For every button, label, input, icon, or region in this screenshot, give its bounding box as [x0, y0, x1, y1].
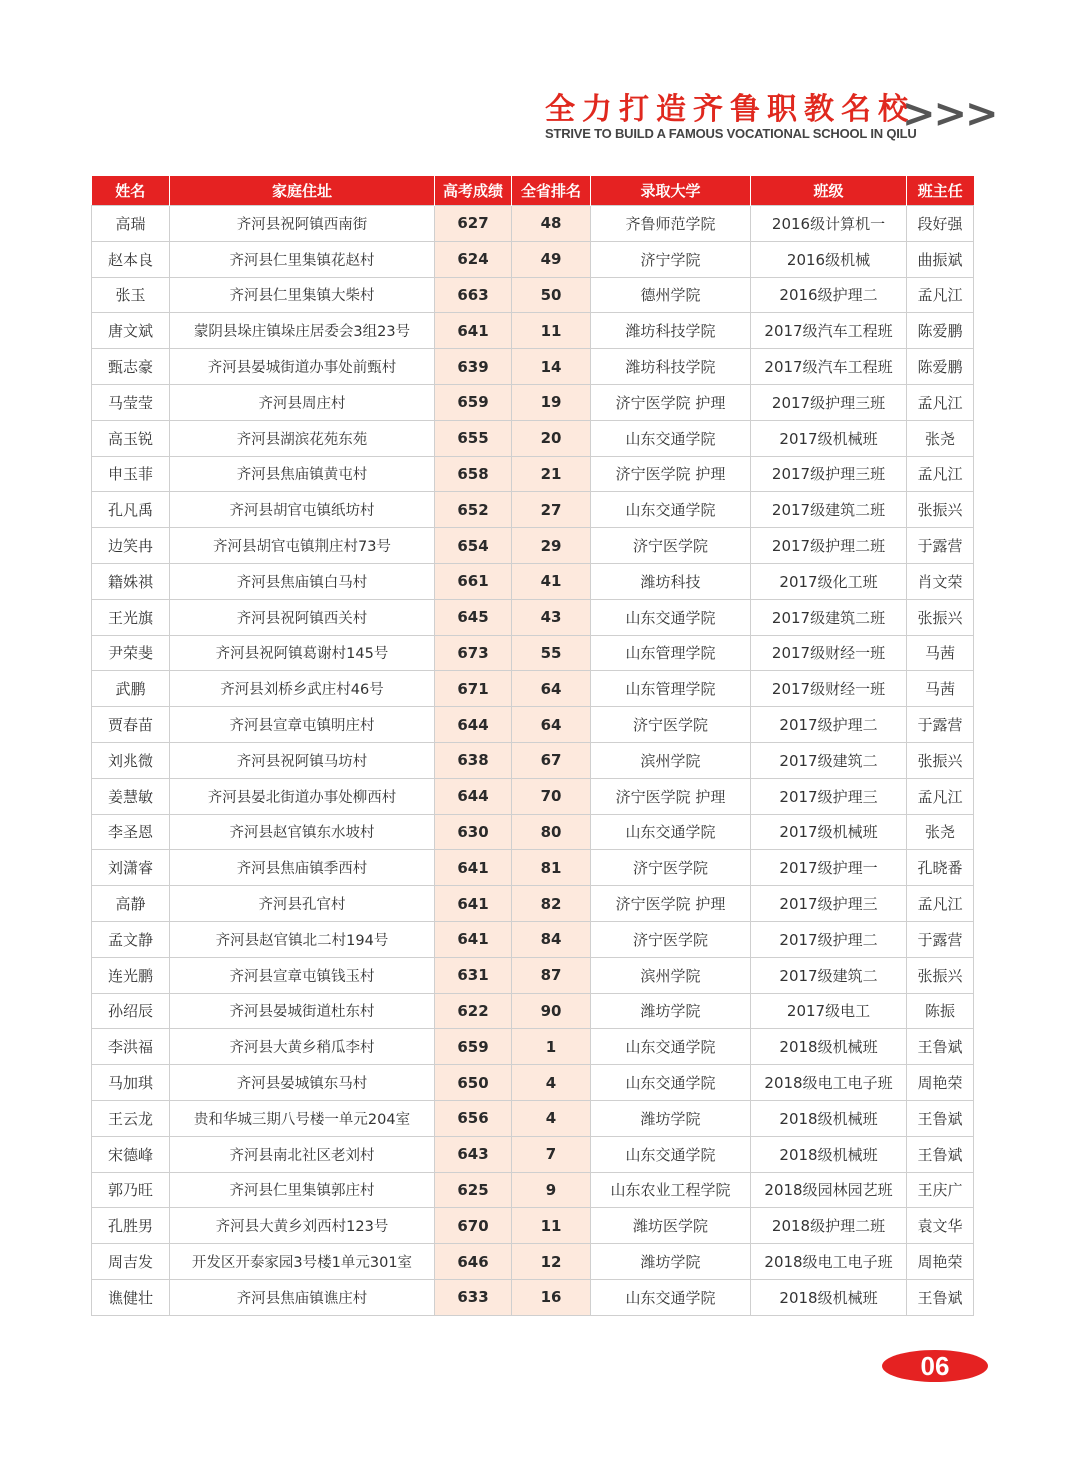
- cell-name: 申玉菲: [92, 456, 170, 492]
- cell-name: 唐文斌: [92, 313, 170, 349]
- cell-address: 齐河县大黄乡稍瓜李村: [170, 1029, 435, 1065]
- cell-address: 开发区开泰家园3号楼1单元301室: [170, 1244, 435, 1280]
- table-row: [92, 742, 974, 778]
- cell-class: 2017级护理三班: [751, 384, 907, 420]
- cell-class: 2017级机械班: [751, 420, 907, 456]
- column-header-name: 姓名: [92, 176, 170, 206]
- cell-class: 2016级护理二: [751, 277, 907, 313]
- cell-address: 齐河县焦庙镇白马村: [170, 563, 435, 599]
- cell-address: 贵和华城三期八号楼一单元204室: [170, 1100, 435, 1136]
- cell-class: 2017级机械班: [751, 814, 907, 850]
- cell-university: 山东交通学院: [591, 814, 751, 850]
- cell-score: 655: [435, 420, 512, 456]
- cell-teacher: 段好强: [907, 206, 974, 242]
- cell-rank: 84: [512, 921, 591, 957]
- cell-address: 齐河县仁里集镇大柴村: [170, 277, 435, 313]
- chevrons-icon: >>>: [902, 91, 997, 137]
- cell-score: 645: [435, 599, 512, 635]
- cell-university: 山东管理学院: [591, 635, 751, 671]
- cell-score: 638: [435, 742, 512, 778]
- cell-score: 661: [435, 563, 512, 599]
- cell-university: 山东交通学院: [591, 1029, 751, 1065]
- cell-address: 齐河县祝阿镇西南街: [170, 206, 435, 242]
- cell-name: 宋德峰: [92, 1136, 170, 1172]
- cell-rank: 21: [512, 456, 591, 492]
- cell-address: 齐河县胡官屯镇纸坊村: [170, 492, 435, 528]
- cell-name: 王光旗: [92, 599, 170, 635]
- cell-address: 齐河县祝阿镇葛谢村145号: [170, 635, 435, 671]
- cell-rank: 70: [512, 778, 591, 814]
- cell-name: 刘潇睿: [92, 850, 170, 886]
- cell-address: 齐河县孔官村: [170, 886, 435, 922]
- table-row: [92, 850, 974, 886]
- cell-class: 2016级计算机一: [751, 206, 907, 242]
- cell-rank: 14: [512, 349, 591, 385]
- cell-class: 2017级护理三班: [751, 456, 907, 492]
- cell-teacher: 曲振斌: [907, 241, 974, 277]
- cell-score: 633: [435, 1279, 512, 1315]
- cell-class: 2017级财经一班: [751, 671, 907, 707]
- cell-rank: 16: [512, 1279, 591, 1315]
- cell-class: 2017级护理二: [751, 921, 907, 957]
- cell-teacher: 王鲁斌: [907, 1029, 974, 1065]
- cell-university: 济宁医学院: [591, 528, 751, 564]
- cell-score: 627: [435, 206, 512, 242]
- cell-score: 624: [435, 241, 512, 277]
- cell-name: 张玉: [92, 277, 170, 313]
- cell-name: 尹荣斐: [92, 635, 170, 671]
- cell-university: 德州学院: [591, 277, 751, 313]
- cell-score: 630: [435, 814, 512, 850]
- cell-class: 2017级建筑二班: [751, 599, 907, 635]
- cell-score: 654: [435, 528, 512, 564]
- cell-class: 2018级机械班: [751, 1136, 907, 1172]
- cell-name: 贾春苗: [92, 707, 170, 743]
- cell-teacher: 马茜: [907, 671, 974, 707]
- cell-teacher: 孟凡江: [907, 778, 974, 814]
- cell-class: 2016级机械: [751, 241, 907, 277]
- cell-university: 济宁医学院: [591, 921, 751, 957]
- cell-address: 齐河县晏城街道杜东村: [170, 993, 435, 1029]
- cell-rank: 29: [512, 528, 591, 564]
- cell-university: 潍坊医学院: [591, 1208, 751, 1244]
- cell-class: 2017级汽车工程班: [751, 349, 907, 385]
- cell-rank: 48: [512, 206, 591, 242]
- cell-rank: 4: [512, 1065, 591, 1101]
- cell-name: 高静: [92, 886, 170, 922]
- table-row: [92, 921, 974, 957]
- cell-university: 潍坊科技学院: [591, 349, 751, 385]
- cell-teacher: 马茜: [907, 635, 974, 671]
- cell-teacher: 张振兴: [907, 492, 974, 528]
- table-row: [92, 778, 974, 814]
- table-row: [92, 206, 974, 242]
- table-row: [92, 1136, 974, 1172]
- cell-university: 山东交通学院: [591, 492, 751, 528]
- cell-address: 齐河县胡官屯镇荆庄村73号: [170, 528, 435, 564]
- cell-teacher: 孟凡江: [907, 886, 974, 922]
- table-row: [92, 1279, 974, 1315]
- cell-score: 643: [435, 1136, 512, 1172]
- cell-name: 谯健壮: [92, 1279, 170, 1315]
- cell-class: 2017级财经一班: [751, 635, 907, 671]
- cell-address: 齐河县祝阿镇马坊村: [170, 742, 435, 778]
- cell-class: 2017级护理一: [751, 850, 907, 886]
- cell-score: 650: [435, 1065, 512, 1101]
- cell-university: 山东交通学院: [591, 1279, 751, 1315]
- cell-score: 641: [435, 850, 512, 886]
- table-row: [92, 420, 974, 456]
- cell-teacher: 陈振: [907, 993, 974, 1029]
- cell-name: 周吉发: [92, 1244, 170, 1280]
- column-header-score: 高考成绩: [435, 176, 512, 206]
- cell-teacher: 王庆广: [907, 1172, 974, 1208]
- cell-class: 2018级护理二班: [751, 1208, 907, 1244]
- cell-name: 赵本良: [92, 241, 170, 277]
- cell-score: 625: [435, 1172, 512, 1208]
- cell-score: 659: [435, 384, 512, 420]
- cell-name: 李洪福: [92, 1029, 170, 1065]
- cell-score: 641: [435, 886, 512, 922]
- cell-score: 671: [435, 671, 512, 707]
- cell-name: 边笑冉: [92, 528, 170, 564]
- cell-name: 孟文静: [92, 921, 170, 957]
- cell-teacher: 于露营: [907, 921, 974, 957]
- cell-rank: 81: [512, 850, 591, 886]
- cell-score: 622: [435, 993, 512, 1029]
- cell-university: 山东交通学院: [591, 1136, 751, 1172]
- cell-name: 王云龙: [92, 1100, 170, 1136]
- cell-name: 马莹莹: [92, 384, 170, 420]
- cell-teacher: 陈爱鹏: [907, 313, 974, 349]
- page-number-badge: 06: [882, 1350, 988, 1382]
- cell-teacher: 于露营: [907, 707, 974, 743]
- cell-rank: 64: [512, 671, 591, 707]
- table-row: [92, 313, 974, 349]
- cell-teacher: 肖文荣: [907, 563, 974, 599]
- cell-rank: 9: [512, 1172, 591, 1208]
- column-header-rank: 全省排名: [512, 176, 591, 206]
- table-row: [92, 957, 974, 993]
- cell-class: 2017级建筑二班: [751, 492, 907, 528]
- cell-teacher: 孟凡江: [907, 384, 974, 420]
- table-row: [92, 1172, 974, 1208]
- cell-teacher: 孟凡江: [907, 277, 974, 313]
- cell-score: 641: [435, 921, 512, 957]
- cell-rank: 4: [512, 1100, 591, 1136]
- cell-name: 马加琪: [92, 1065, 170, 1101]
- cell-score: 659: [435, 1029, 512, 1065]
- cell-address: 齐河县宣章屯镇明庄村: [170, 707, 435, 743]
- cell-university: 潍坊科技学院: [591, 313, 751, 349]
- cell-class: 2017级汽车工程班: [751, 313, 907, 349]
- cell-rank: 50: [512, 277, 591, 313]
- cell-university: 济宁医学院 护理: [591, 778, 751, 814]
- cell-rank: 12: [512, 1244, 591, 1280]
- cell-rank: 67: [512, 742, 591, 778]
- cell-score: 656: [435, 1100, 512, 1136]
- cell-address: 齐河县赵官镇东水坡村: [170, 814, 435, 850]
- cell-address: 齐河县南北社区老刘村: [170, 1136, 435, 1172]
- cell-class: 2017级电工: [751, 993, 907, 1029]
- cell-address: 齐河县晏北街道办事处柳西村: [170, 778, 435, 814]
- table-header-row: [92, 176, 974, 206]
- cell-teacher: 于露营: [907, 528, 974, 564]
- cell-university: 济宁医学院: [591, 707, 751, 743]
- cell-name: 高玉锐: [92, 420, 170, 456]
- cell-address: 蒙阴县垛庄镇垛庄居委会3组23号: [170, 313, 435, 349]
- cell-score: 652: [435, 492, 512, 528]
- cell-score: 663: [435, 277, 512, 313]
- cell-name: 孔胜男: [92, 1208, 170, 1244]
- cell-address: 齐河县仁里集镇郭庄村: [170, 1172, 435, 1208]
- table-row: [92, 707, 974, 743]
- cell-rank: 87: [512, 957, 591, 993]
- cell-rank: 43: [512, 599, 591, 635]
- cell-teacher: 周艳荣: [907, 1244, 974, 1280]
- cell-score: 644: [435, 707, 512, 743]
- table-row: [92, 599, 974, 635]
- table-row: [92, 814, 974, 850]
- table-row: [92, 349, 974, 385]
- cell-name: 姜慧敏: [92, 778, 170, 814]
- cell-teacher: 周艳荣: [907, 1065, 974, 1101]
- cell-name: 李圣恩: [92, 814, 170, 850]
- cell-name: 籍姝祺: [92, 563, 170, 599]
- column-header-address: 家庭住址: [170, 176, 435, 206]
- cell-teacher: 孟凡江: [907, 456, 974, 492]
- cell-score: 641: [435, 313, 512, 349]
- cell-class: 2018级电工电子班: [751, 1065, 907, 1101]
- header-title-cn: 全力打造齐鲁职教名校: [545, 92, 915, 127]
- cell-name: 连光鹏: [92, 957, 170, 993]
- cell-teacher: 张振兴: [907, 957, 974, 993]
- cell-address: 齐河县仁里集镇花赵村: [170, 241, 435, 277]
- table-row: [92, 886, 974, 922]
- table-row: [92, 635, 974, 671]
- cell-university: 滨州学院: [591, 957, 751, 993]
- cell-university: 济宁学院: [591, 241, 751, 277]
- cell-address: 齐河县祝阿镇西关村: [170, 599, 435, 635]
- cell-class: 2017级建筑二: [751, 957, 907, 993]
- table-row: [92, 1208, 974, 1244]
- cell-score: 631: [435, 957, 512, 993]
- cell-university: 齐鲁师范学院: [591, 206, 751, 242]
- cell-rank: 49: [512, 241, 591, 277]
- header-title-en: STRIVE TO BUILD A FAMOUS VOCATIONAL SCHOOL IN QILU: [545, 126, 917, 141]
- cell-address: 齐河县晏城街道办事处前甄村: [170, 349, 435, 385]
- table-row: [92, 993, 974, 1029]
- cell-class: 2018级机械班: [751, 1100, 907, 1136]
- cell-class: 2017级化工班: [751, 563, 907, 599]
- cell-score: 658: [435, 456, 512, 492]
- cell-teacher: 王鲁斌: [907, 1279, 974, 1315]
- cell-university: 山东农业工程学院: [591, 1172, 751, 1208]
- cell-name: 孔凡禹: [92, 492, 170, 528]
- column-header-class: 班级: [751, 176, 907, 206]
- cell-university: 潍坊学院: [591, 1244, 751, 1280]
- cell-rank: 41: [512, 563, 591, 599]
- cell-rank: 11: [512, 313, 591, 349]
- cell-address: 齐河县焦庙镇季西村: [170, 850, 435, 886]
- cell-address: 齐河县晏城镇东马村: [170, 1065, 435, 1101]
- cell-class: 2017级护理二: [751, 707, 907, 743]
- cell-class: 2018级电工电子班: [751, 1244, 907, 1280]
- cell-teacher: 陈爱鹏: [907, 349, 974, 385]
- cell-class: 2018级机械班: [751, 1279, 907, 1315]
- cell-university: 济宁医学院 护理: [591, 886, 751, 922]
- cell-university: 山东交通学院: [591, 420, 751, 456]
- cell-university: 济宁医学院: [591, 850, 751, 886]
- cell-teacher: 张振兴: [907, 742, 974, 778]
- cell-rank: 19: [512, 384, 591, 420]
- cell-class: 2017级护理三: [751, 778, 907, 814]
- column-header-university: 录取大学: [591, 176, 751, 206]
- cell-university: 潍坊科技: [591, 563, 751, 599]
- cell-teacher: 张振兴: [907, 599, 974, 635]
- cell-address: 齐河县大黄乡刘西村123号: [170, 1208, 435, 1244]
- cell-university: 山东交通学院: [591, 599, 751, 635]
- cell-score: 670: [435, 1208, 512, 1244]
- cell-university: 济宁医学院 护理: [591, 456, 751, 492]
- cell-university: 潍坊学院: [591, 1100, 751, 1136]
- cell-class: 2018级机械班: [751, 1029, 907, 1065]
- cell-score: 673: [435, 635, 512, 671]
- cell-address: 齐河县湖滨花苑东苑: [170, 420, 435, 456]
- table-row: [92, 671, 974, 707]
- table-row: [92, 456, 974, 492]
- cell-teacher: 张尧: [907, 814, 974, 850]
- cell-address: 齐河县宣章屯镇钱玉村: [170, 957, 435, 993]
- cell-teacher: 王鲁斌: [907, 1100, 974, 1136]
- table-row: [92, 241, 974, 277]
- cell-name: 刘兆微: [92, 742, 170, 778]
- cell-rank: 7: [512, 1136, 591, 1172]
- cell-teacher: 张尧: [907, 420, 974, 456]
- cell-address: 齐河县焦庙镇黄屯村: [170, 456, 435, 492]
- cell-score: 639: [435, 349, 512, 385]
- cell-address: 齐河县赵官镇北二村194号: [170, 921, 435, 957]
- cell-score: 644: [435, 778, 512, 814]
- cell-rank: 82: [512, 886, 591, 922]
- cell-rank: 20: [512, 420, 591, 456]
- cell-rank: 80: [512, 814, 591, 850]
- cell-class: 2017级建筑二: [751, 742, 907, 778]
- cell-rank: 55: [512, 635, 591, 671]
- cell-class: 2017级护理三: [751, 886, 907, 922]
- cell-address: 齐河县刘桥乡武庄村46号: [170, 671, 435, 707]
- table-row: [92, 384, 974, 420]
- cell-university: 山东交通学院: [591, 1065, 751, 1101]
- cell-class: 2017级护理二班: [751, 528, 907, 564]
- cell-university: 潍坊学院: [591, 993, 751, 1029]
- table-row: [92, 277, 974, 313]
- cell-university: 济宁医学院 护理: [591, 384, 751, 420]
- cell-rank: 11: [512, 1208, 591, 1244]
- cell-name: 甄志豪: [92, 349, 170, 385]
- cell-rank: 27: [512, 492, 591, 528]
- cell-name: 郭乃旺: [92, 1172, 170, 1208]
- cell-teacher: 王鲁斌: [907, 1136, 974, 1172]
- table-row: [92, 528, 974, 564]
- cell-score: 646: [435, 1244, 512, 1280]
- cell-rank: 1: [512, 1029, 591, 1065]
- admission-table: [91, 176, 974, 1316]
- cell-teacher: 袁文华: [907, 1208, 974, 1244]
- table-row: [92, 492, 974, 528]
- table-row: [92, 1065, 974, 1101]
- table-row: [92, 1029, 974, 1065]
- cell-name: 武鹏: [92, 671, 170, 707]
- cell-name: 高瑞: [92, 206, 170, 242]
- column-header-teacher: 班主任: [907, 176, 974, 206]
- page-header: [540, 84, 1000, 144]
- cell-address: 齐河县周庄村: [170, 384, 435, 420]
- cell-teacher: 孔晓番: [907, 850, 974, 886]
- table-row: [92, 1100, 974, 1136]
- cell-university: 滨州学院: [591, 742, 751, 778]
- cell-rank: 90: [512, 993, 591, 1029]
- cell-class: 2018级园林园艺班: [751, 1172, 907, 1208]
- cell-university: 山东管理学院: [591, 671, 751, 707]
- cell-name: 孙绍辰: [92, 993, 170, 1029]
- cell-rank: 64: [512, 707, 591, 743]
- cell-address: 齐河县焦庙镇谯庄村: [170, 1279, 435, 1315]
- table-row: [92, 563, 974, 599]
- table-row: [92, 1244, 974, 1280]
